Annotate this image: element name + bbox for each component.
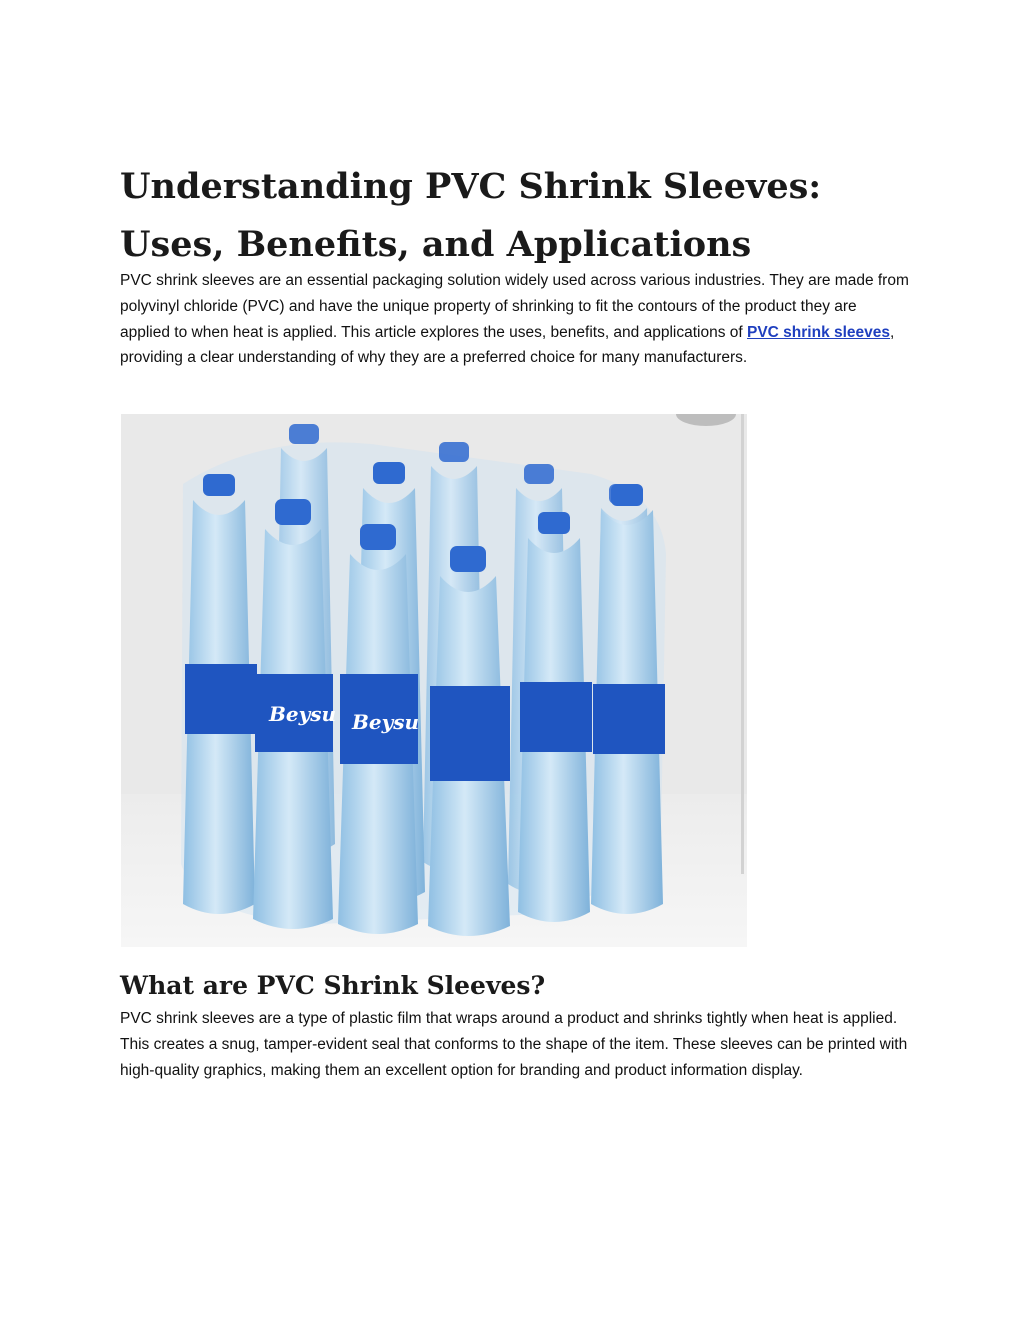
- bottle-label: [185, 664, 257, 734]
- bottle-label: [430, 686, 510, 781]
- bottle-cap: [203, 474, 235, 496]
- bottle-cap: [360, 524, 396, 550]
- shrink-wrapped-bottles-illustration: [121, 414, 747, 947]
- bottle-brand-text: Beysu: [269, 702, 337, 726]
- intro-text-end: , providing a clear understanding of why they are a preferred choice for many manufacturers.: [120, 323, 895, 367]
- bottle-label: [520, 682, 592, 752]
- bottle-cap: [538, 512, 570, 534]
- pvc-shrink-sleeves-link[interactable]: PVC shrink sleeves: [747, 323, 891, 341]
- bottle-cap: [439, 442, 469, 462]
- intro-text-start: PVC shrink sleeves are an essential packaging solution widely used across various industries. They are made from polyvinyl chloride (PVC) and have the unique property of shrinking to fit the contours of the product they are applied to when heat is applied. This article explores the uses, benefits, and applications of: [120, 272, 909, 341]
- bottle-cap: [611, 484, 643, 506]
- bottle-cap: [289, 424, 319, 444]
- section-heading: What are PVC Shrink Sleeves?: [120, 971, 546, 1000]
- bottle-cap: [524, 464, 554, 484]
- article-title: Understanding PVC Shrink Sleeves: Uses, Benefits, and Applications: [120, 166, 822, 265]
- bottle-cap: [275, 499, 311, 525]
- product-photo: [121, 414, 747, 947]
- section-body: PVC shrink sleeves are a type of plastic film that wraps around a product and shrinks tightly when heat is applied. This creates a snug, tamper-evident seal that conforms to the shape of the item. These sleeves can be printed with high-quality graphics, making them an excellent option for branding and product information display.: [120, 1010, 908, 1079]
- intro-paragraph: [120, 268, 910, 371]
- photo-scrollbar: [741, 414, 744, 874]
- bottle-cap: [450, 546, 486, 572]
- bottle-label: [593, 684, 665, 754]
- bottle-brand-text: Beysu: [352, 710, 420, 734]
- bottle-cap: [373, 462, 405, 484]
